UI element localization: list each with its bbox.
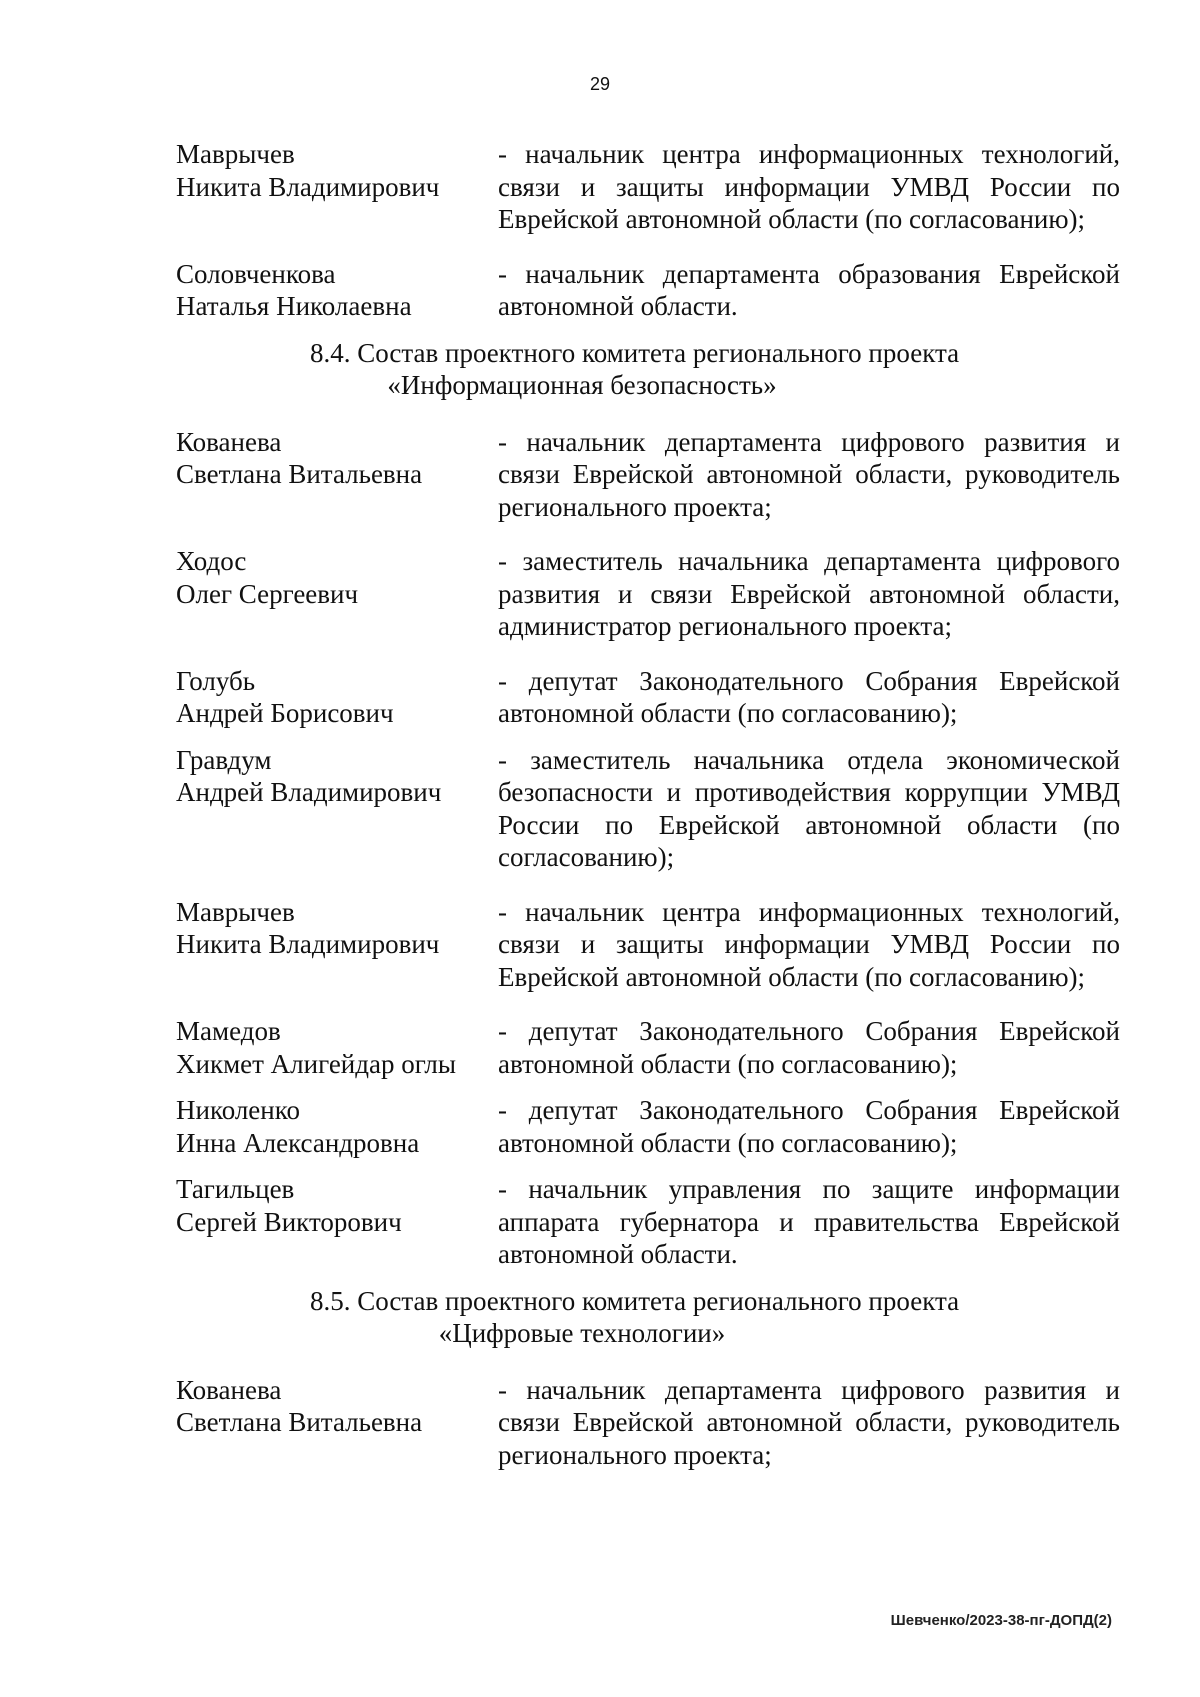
member-surname: Ходос (176, 546, 247, 576)
page-number: 29 (589, 74, 611, 94)
member-given-names: Олег Сергеевич (176, 578, 359, 609)
member-position: - депутат Законодательного Собрания Еврейской автономной области (по согласованию); (498, 1095, 1120, 1158)
member-entry (176, 1374, 1120, 1472)
member-entry (176, 138, 1120, 236)
member-position: - начальник центра информационных технологий, связи и защиты информации УМВД России по Еврейской автономной области (по согласованию); (498, 896, 1120, 992)
member-position: - депутат Законодательного Собрания Еврейской автономной области (по согласованию); (498, 1016, 1120, 1079)
member-entry (176, 1173, 1120, 1271)
member-entry (176, 258, 1120, 323)
member-entry (176, 426, 1120, 524)
member-surname: Голубь (176, 665, 256, 696)
member-given-names: Хикмет Алигейдар оглы (176, 1048, 457, 1079)
section-heading-line: «Информационная безопасность» (387, 370, 777, 400)
member-given-names: Сергей Викторович (176, 1206, 402, 1237)
member-given-names: Инна Александровна (176, 1127, 420, 1158)
member-name (176, 426, 498, 524)
member-position: - заместитель начальника отдела экономической безопасности и противодействия коррупции УМВД России по Еврейской автономной области (по согласованию); (498, 744, 1120, 872)
member-given-names: Наталья Николаевна (176, 291, 412, 321)
section-heading (310, 1285, 960, 1350)
member-given-names: Андрей Владимирович (176, 777, 442, 807)
member-entry (176, 545, 1120, 643)
document-body (176, 138, 1120, 1493)
member-entry (176, 665, 1120, 730)
member-entry (176, 1094, 1120, 1159)
member-surname: Тагильцев (176, 1174, 295, 1204)
member-position: - заместитель начальника департамента цифрового развития и связи Еврейской автономной области, администратор регионального проекта; (498, 546, 1120, 641)
member-surname: Гравдум (176, 744, 272, 775)
member-position: - начальник департамента цифрового развития и связи Еврейской автономной области, руководитель регионального проекта; (498, 1374, 1120, 1470)
member-given-names: Светлана Витальевна (176, 1407, 423, 1437)
section-heading (310, 337, 960, 402)
member-name (176, 896, 498, 994)
member-surname: Маврычев (176, 139, 295, 169)
member-given-names: Светлана Витальевна (176, 459, 423, 489)
member-name (176, 545, 498, 643)
member-name (176, 1374, 498, 1472)
document-code: Шевченко/2023-38-пг-ДОПД(2) (890, 1612, 1112, 1629)
section-heading-line: 8.4. Состав проектного комитета регионального проекта (310, 337, 960, 368)
member-surname: Николенко (176, 1095, 300, 1125)
member-entry (176, 1015, 1120, 1080)
member-name (176, 1173, 498, 1271)
member-entry (176, 896, 1120, 994)
member-name (176, 665, 498, 730)
member-surname: Кованева (176, 1374, 282, 1405)
member-name (176, 138, 498, 236)
member-surname: Мамедов (176, 1016, 281, 1046)
member-position: - начальник департамента образования Еврейской автономной области. (498, 258, 1120, 321)
member-surname: Соловченкова (176, 258, 336, 289)
member-position: - начальник центра информационных технологий, связи и защиты информации УМВД России по Еврейской автономной области (по согласованию); (498, 139, 1120, 234)
member-surname: Маврычев (176, 896, 295, 927)
member-name (176, 1015, 498, 1080)
member-position: - депутат Законодательного Собрания Еврейской автономной области (по согласованию); (498, 665, 1120, 728)
member-name (176, 1094, 498, 1159)
section-heading-line: 8.5. Состав проектного комитета регионального проекта (310, 1285, 960, 1316)
member-position: - начальник управления по защите информации аппарата губернатора и правительства Еврейской автономной области. (498, 1174, 1120, 1269)
member-name (176, 258, 498, 323)
section-heading-line: «Цифровые технологии» (438, 1318, 726, 1348)
member-given-names: Никита Владимирович (176, 171, 440, 202)
member-given-names: Андрей Борисович (176, 698, 394, 728)
member-position: - начальник департамента цифрового развития и связи Еврейской автономной области, руководитель регионального проекта; (498, 426, 1120, 522)
member-name (176, 744, 498, 874)
member-surname: Кованева (176, 426, 282, 457)
member-given-names: Никита Владимирович (176, 929, 440, 959)
member-entry (176, 744, 1120, 874)
